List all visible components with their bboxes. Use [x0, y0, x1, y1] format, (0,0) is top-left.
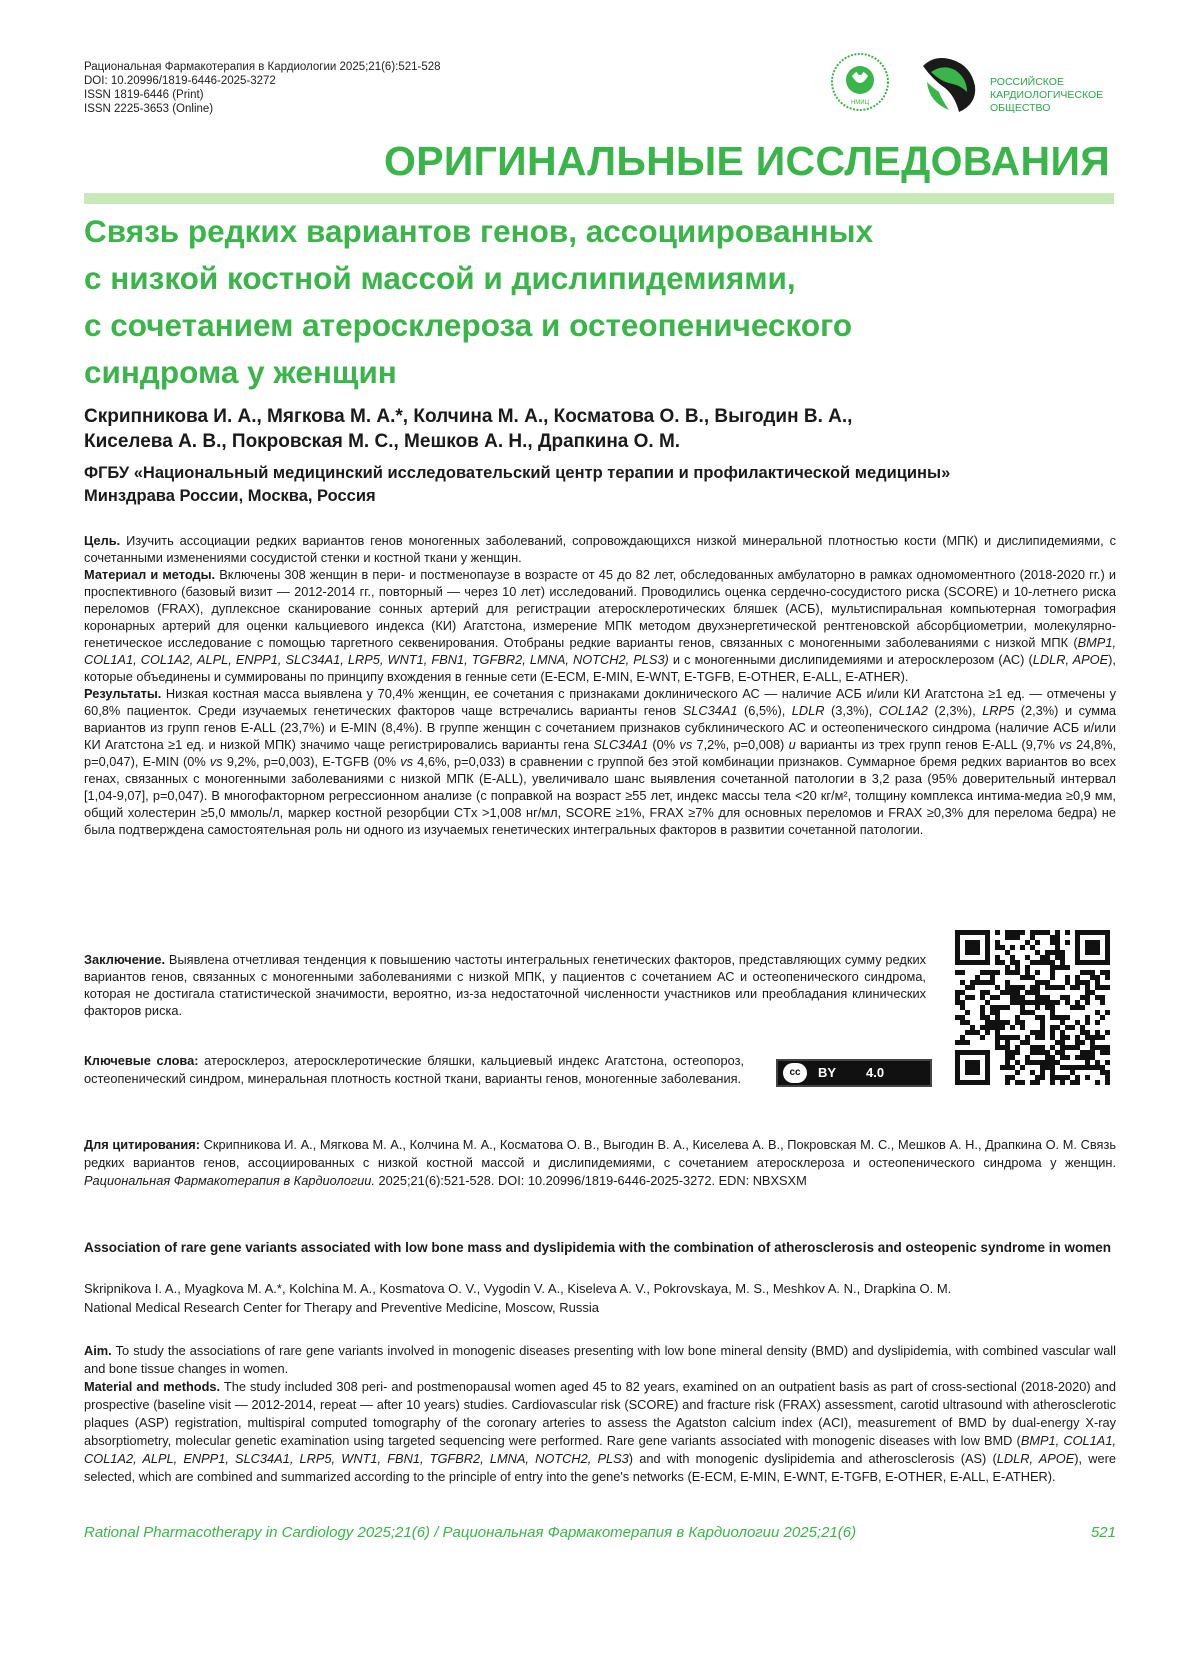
affiliation-line-2: Минздрава России, Москва, Россия — [84, 487, 376, 505]
vs-3: vs — [209, 754, 223, 769]
journal-meta — [84, 60, 441, 116]
english-methods-text-1: The study included 308 peri- and postmenopausal women aged 45 to 82 years, examined on an outpatient basis as part of cross-sectional (2018-2020) and prospective (baseline visit — 2012-2014, repeat — after 10 years) studies. Cardiovascular risk (SCORE) and fracture risk (FRAX) assessment, carotid ultrasound with atherosclerotic plaques (ASP) registration, multispiral computed tomography of the coronary arteries to assess the Agatston calcium index (ACI), measurement of BMD by dual-energy X-ray absorptiometry, molecular genetic examination using targeted sequencing were performed. Rare gene variants associated with monogenic diseases with low BMD ( — [84, 1379, 1116, 1448]
english-methods-genes-2: LDLR, APOE — [996, 1451, 1075, 1466]
results-text-6: (0% — [648, 737, 680, 752]
citation-text-2: 2025;21(6):521-528. DOI: 10.20996/1819-6446-2025-3272. EDN: NBXSXM — [374, 1173, 807, 1188]
english-methods-text-3: ), were selected, which are combined and summarized according to the principle of entry into the gene's networks (E-ECM, E-MIN, E-WNT, E-TGFB, E-OTHER, E-ALL, E-ATHER). — [84, 1451, 1116, 1484]
abstract-results — [84, 685, 1116, 838]
citation-journal: Рациональная Фармакотерапия в Кардиологии. — [84, 1173, 375, 1188]
aim-label: Цель. — [84, 533, 121, 548]
conclusion-label: Заключение. — [84, 952, 166, 967]
citation — [84, 1136, 1116, 1190]
rko-logo — [915, 52, 985, 118]
article-title — [84, 208, 1084, 396]
title-line-1: Связь редких вариантов генов, ассоциированных — [84, 213, 874, 249]
rko-line1: РОССИЙСКОЕ — [990, 76, 1064, 88]
gene-slc34a1-2: SLC34A1 — [593, 737, 649, 752]
results-text-9: 24,8%, p=0,047), E-MIN (0% — [84, 737, 1117, 769]
qr-code[interactable] — [950, 925, 1115, 1090]
methods-genes-2: LDLR, APOE — [1032, 652, 1109, 667]
affiliation — [84, 462, 1124, 508]
results-text-4: (2,3%), — [927, 703, 983, 718]
english-methods-genes-1: BMP1, COL1A1, COL1A2, ALPL, ENPP1, SLC34A1, LRP5, WNT1, FBN1, TGFBR2, LMNA, NOTCH2, PLS3 — [84, 1433, 1116, 1466]
keywords-label: Ключевые слова: — [84, 1053, 199, 1068]
journal-line: Рациональная Фармакотерапия в Кардиологии 2025;21(6):521-528 — [84, 61, 441, 73]
and-italic: и — [788, 737, 796, 752]
authors — [84, 404, 1124, 454]
english-aim-label: Aim. — [84, 1343, 112, 1358]
methods-text-3: ), которые объединены и суммированы по принципу вхождения в генные сети (E-ECM, E-MIN, E-WNT, E-TGFB, E-OTHER, E-ALL, E-ATHER). — [84, 652, 1116, 684]
english-aim-text: To study the associations of rare gene variants involved in monogenic diseases presenting with low bone mineral density (BMD) and dyslipidemia, with combined vascular wall and bone tissue changes in women. — [84, 1343, 1116, 1376]
abstract-methods — [84, 566, 1116, 685]
english-affiliation: National Medical Research Center for Therapy and Preventive Medicine, Moscow, Russia — [84, 1300, 599, 1315]
citation-label: Для цитирования: — [84, 1137, 201, 1152]
doi-line: DOI: 10.20996/1819-6446-2025-3272 — [84, 75, 276, 87]
issn-print: ISSN 1819-6446 (Print) — [84, 89, 204, 101]
aim-text: Изучить ассоциации редких вариантов генов моногенных заболеваний, сопровождающихся низкой минеральной плотностью кости (МПК) и дислипидемиями, с сочетанными изменениями сосудистой стенки и костной ткани у женщин. — [84, 533, 1116, 565]
nmic-logo — [830, 52, 890, 112]
issn-online: ISSN 2225-3653 (Online) — [84, 103, 214, 115]
english-methods-text-2: ) and with monogenic dyslipidemia and atherosclerosis (AS) ( — [628, 1451, 997, 1466]
vs-4: vs — [400, 754, 414, 769]
rko-line3: ОБЩЕСТВО — [990, 102, 1051, 114]
citation-text-1: Скрипникова И. А., Мягкова М. А., Колчина М. А., Косматова О. В., Выгодин В. А., Киселева А. В., Покровская М. С., Мешков А. Н., Драпкина О. М. Связь редких вариантов генов, ассоциированных с низкой костной массой и дислипидемиями, с сочетанием атеросклероза и остеопенического синдрома у женщин. — [84, 1137, 1116, 1170]
vs-1: vs — [679, 737, 693, 752]
cc-by-label: BY — [818, 1065, 837, 1080]
english-aim — [84, 1342, 1116, 1378]
results-label: Результаты. — [84, 686, 162, 701]
results-text-2: (6,5%), — [737, 703, 792, 718]
english-abstract — [84, 1342, 1116, 1486]
gene-slc34a1: SLC34A1 — [682, 703, 738, 718]
english-methods — [84, 1378, 1116, 1486]
cc-version: 4.0 — [866, 1065, 885, 1080]
section-divider — [84, 193, 1114, 204]
keywords-text: атеросклероз, атеросклеротические бляшки, кальциевый индекс Агатстона, остеопороз, остеопенический синдром, минеральная плотность костной ткани, варианты генов, моногенные заболевания. — [84, 1053, 745, 1086]
keywords — [84, 1052, 744, 1088]
section-title: ОРИГИНАЛЬНЫЕ ИССЛЕДОВАНИЯ — [384, 138, 1110, 184]
page-footer — [84, 1524, 1116, 1541]
page-number: 521 — [1090, 1524, 1116, 1541]
vs-2: vs — [1059, 737, 1072, 752]
cc-icon: cc — [783, 1063, 807, 1083]
abstract-conclusion — [84, 951, 926, 1019]
footer-journal: Rational Pharmacotherapy in Cardiology 2025;21(6) / Рациональная Фармакотерапия в Кардиологии 2025;21(6) — [84, 1524, 857, 1541]
title-line-4: синдрома у женщин — [84, 354, 397, 390]
results-text-1: Низкая костная масса выявлена у 70,4% женщин, ее сочетания с признаками доклинического АС — наличие АСБ и/или КИ Агатстона ≥1 ед. — отмечены у 60,8% пациенток. Среди изучаемых генетических факторов чаще встречались варианты генов — [84, 686, 1116, 718]
english-methods-label: Material and methods. — [84, 1379, 221, 1394]
results-text-8: варианты из трех групп генов E-ALL (9,7% — [795, 737, 1060, 752]
conclusion-text: Выявлена отчетливая тенденция к повышению частоты интегральных генетических факторов, представляющих сумму редких вариантов генов, связанных с моногенными заболеваниями с низкой МПК, у пациентов с сочетанием АС и остеопенического синдрома, которая не достигала статистической значимости, вероятно, из-за недостаточной численности участников или преобладания клинических факторов риска. — [84, 952, 926, 1018]
methods-text-1: Включены 308 женщин в пери- и постменопаузе в возрасте от 45 до 82 лет, обследованных амбулаторно в рамках одномоментного (2018-2020 гг.) и проспективного (базовый визит — 2012-2014 гг., повторный — через 10 лет) исследований. Проводились оценка сердечно-сосудистого риска (SCORE) и 10-летнего риска переломов (FRAX), дуплексное сканирование сонных артерий для регистрации атеросклеротических бляшек (АСБ), мультиспиральная компьютерная томография коронарных артерий для оценки кальциевого индекса (КИ) Агатстона, измерение МПК методом двухэнергетической рентгеновской абсорбциометрии, молекулярно-генетическое исследование с помощью таргетного секвенирования. Отобраны редкие варианты генов, связанных с моногенными заболеваниями с низкой МПК ( — [84, 567, 1116, 650]
title-line-3: с сочетанием атеросклероза и остеопенического — [84, 307, 853, 343]
english-authors: Skripnikova I. A., Myagkova M. A.*, Kolchina M. A., Kosmatova O. V., Vygodin V. A., Kiseleva A. V., Pokrovskaya, M. S., Meshkov A. N., Drapkina O. M. — [84, 1281, 952, 1296]
rko-name — [990, 76, 1103, 115]
results-text-10: 9,2%, p=0,003), E-TGFB (0% — [222, 754, 401, 769]
english-authors-block — [84, 1279, 1116, 1317]
cc-by-license-badge[interactable] — [776, 1059, 932, 1087]
abstract-ru — [84, 532, 1116, 838]
title-line-2: с низкой костной массой и дислипидемиями, — [84, 260, 796, 296]
authors-line-2: Киселева А. В., Покровская М. С., Мешков А. Н., Драпкина О. М. — [84, 431, 681, 452]
gene-col1a2: COL1A2 — [878, 703, 928, 718]
methods-genes-1: BMP1, COL1A1, COL1A2, ALPL, ENPP1, SLC34A1, LRP5, WNT1, FBN1, TGFBR2, LMNA, NOTCH2, PLS3) — [84, 635, 1116, 667]
abstract-aim — [84, 532, 1116, 566]
affiliation-line-1: ФГБУ «Национальный медицинский исследовательский центр терапии и профилактической медицины» — [84, 464, 951, 482]
rko-line2: КАРДИОЛОГИЧЕСКОЕ — [990, 89, 1104, 101]
methods-text-2: и с моногенными дислипидемиями и атеросклерозом (АС) ( — [668, 652, 1033, 667]
results-text-11: 4,6%, p=0,033) в сравнении с группой без этой комбинации признаков. Суммарное бремя редких вариантов во всех генах, связанных с моногенными заболеваниями с низкой МПК (E-ALL), увеличивало шанс выявления сочетанной патологии в 3,2 раза (95% доверительный интервал [1,04-9,07], p=0,047). В многофакторном регрессионном анализе (с поправкой на возраст ≥55 лет, индекс массы тела <20 кг/м², толщину комплекса интима-медиа ≥0,9 мм, общий холестерин ≥5,0 ммоль/л, маркер костной резорбции CTx >1,008 нг/мл, SCORE ≥1%, FRAX ≥7% для основных переломов и FRAX ≥0,3% для перелома бедра) не была подтверждена самостоятельная роль ни одного из изучаемых генетических интегральных факторов в развитии сочетанной патологии. — [84, 754, 1117, 837]
gene-ldlr: LDLR — [791, 703, 825, 718]
results-text-7: 7,2%, p=0,008) — [692, 737, 789, 752]
nmic-label: НМИЦ — [850, 100, 870, 106]
methods-label: Материал и методы. — [84, 567, 216, 582]
gene-lrp5: LRP5 — [982, 703, 1015, 718]
english-title: Association of rare gene variants associated with low bone mass and dyslipidemia with the combination of atherosclerosis and osteopenic syndrome in women — [84, 1240, 1111, 1255]
authors-line-1: Скрипникова И. А., Мягкова М. А.*, Колчина М. А., Косматова О. В., Выгодин В. А., — [84, 406, 853, 427]
results-text-3: (3,3%), — [824, 703, 879, 718]
results-text-5: (2,3%) и сумма вариантов из групп генов E-ALL (23,7%) и E-MIN (8,4%). В группе женщин с сочетанием признаков субклинического АС и остеопенического синдрома (наличие АСБ и/или КИ Агатстона ≥1 ед. и низкой МПК) значимо чаще регистрировались варианты гена — [84, 703, 1116, 752]
